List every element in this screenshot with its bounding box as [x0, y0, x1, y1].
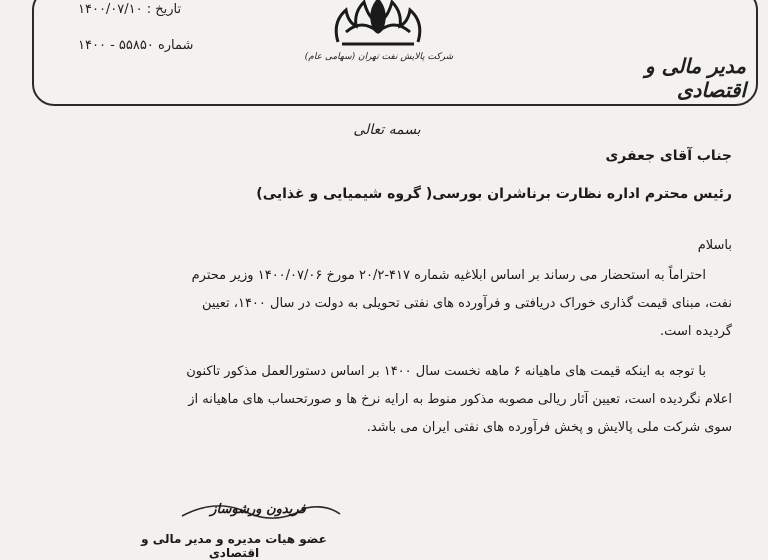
- signatory-title: عضو هیات مدیره و مدیر مالی و اقتصادی: [141, 532, 327, 560]
- date-label: تاریخ : ۱۴۰۰/۰۷/۱۰: [78, 2, 182, 17]
- greeting: باسلام: [697, 238, 732, 253]
- recipient-title: رئیس محترم اداره نظارت برناشران بورسی( گروه شیمیایی و غذایی): [256, 186, 732, 202]
- paragraph-1-line: گردیده است.: [660, 324, 732, 339]
- paragraph-2-line: اعلام نگردیده است، تعیین آثار ریالی مصوبه مذکور منوط به ارایه نرخ ها و صورتحساب های ماهیانه از: [188, 392, 732, 407]
- paragraph-1-line: نفت، مبنای قیمت گذاری خوراک دریافتی و فرآورده های نفتی تحویلی به دولت در سال ۱۴۰۰، تعیین: [202, 296, 732, 311]
- paragraph-1: [32, 262, 732, 346]
- recipient-name: جناب آقای جعفری: [605, 148, 732, 164]
- flame-emblem-icon: [318, 0, 438, 52]
- paragraph-2: [32, 358, 732, 442]
- department-title: مدیر مالی و اقتصادی: [645, 54, 746, 102]
- paragraph-1-line: احتراماً به استحضار می رساند بر اساس ابلاغیه شماره ۴۱۷-۲۰/۲ مورخ ۱۴۰۰/۰۷/۰۶ وزیر محترم: [191, 268, 706, 283]
- paragraph-2-line: سوی شرکت ملی پالایش و پخش فرآورده های نفتی ایران می باشد.: [366, 420, 732, 435]
- paragraph-2-line: با توجه به اینکه قیمت های ماهیانه ۶ ماهه نخست سال ۱۴۰۰ بر اساس دستورالعمل مذکور تاکنون: [186, 364, 706, 379]
- signatory-name: فریدون ورشوساز: [210, 502, 306, 517]
- company-name: شرکت پالایش نفت تهران (سهامی عام): [304, 52, 454, 62]
- letter-number-label: شماره ۵۵۸۵۰ - ۱۴۰۰: [78, 38, 194, 53]
- basmala: بسمه تعالی: [353, 122, 421, 138]
